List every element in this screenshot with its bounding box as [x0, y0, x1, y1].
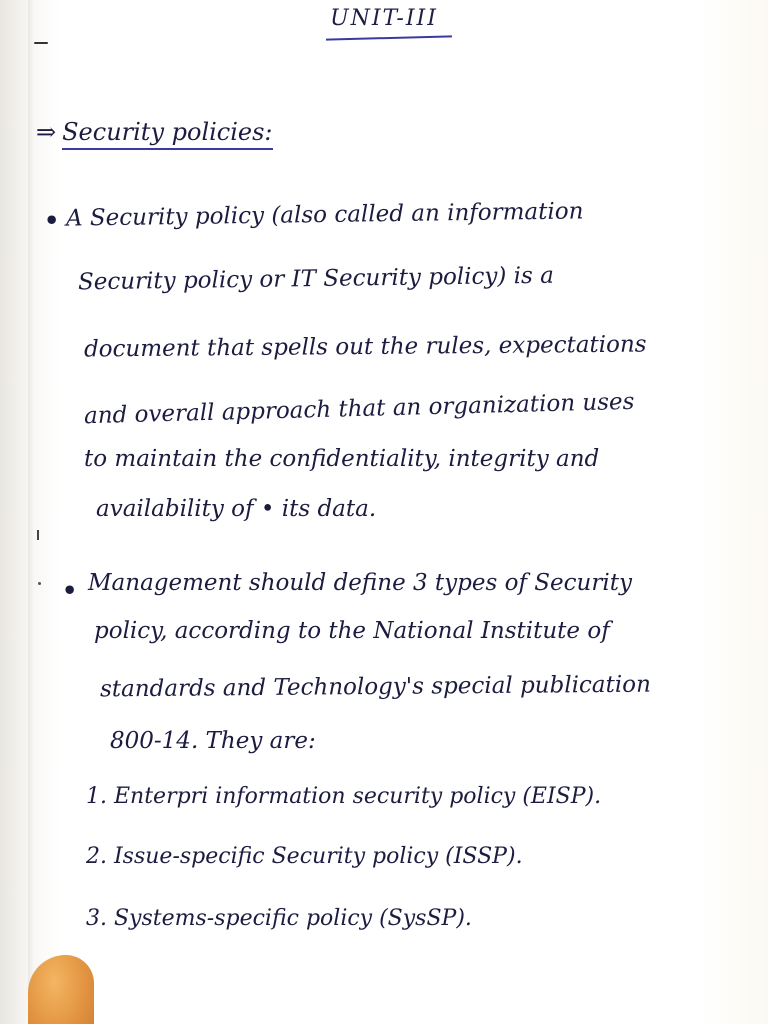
stray-pen-mark — [37, 530, 39, 540]
paragraph-line: 800-14. They are: — [110, 728, 316, 754]
paragraph-line: to maintain the confidentiality, integrity and — [84, 446, 600, 472]
bullet-icon: • — [62, 576, 78, 605]
policy-type-item: 3. Systems-specific policy (SysSP). — [86, 906, 472, 931]
title-underline — [326, 35, 452, 40]
stray-pen-mark — [38, 582, 41, 585]
arrow-icon: ⇒ — [36, 118, 57, 146]
page-title: UNIT-III — [330, 6, 438, 31]
paragraph-line: and overall approach that an organization uses — [83, 388, 635, 430]
section-heading — [36, 118, 273, 146]
paragraph-line: standards and Technology's special publication — [99, 671, 651, 703]
page-crease-shadow — [28, 0, 34, 1024]
policy-type-item: 2. Issue-specific Security policy (ISSP). — [86, 844, 523, 869]
paragraph-line: document that spells out the rules, expectations — [83, 331, 647, 363]
paragraph-line: A Security policy (also called an information — [65, 198, 584, 232]
paragraph-line: availability of • its data. — [96, 496, 377, 522]
paragraph-line: Security policy or IT Security policy) is a — [77, 262, 555, 296]
paragraph-line: policy, according to the National Institute of — [94, 618, 610, 644]
policy-type-item: 1. Enterpri information security policy (EISP). — [86, 784, 602, 809]
paragraph-line: Management should define 3 types of Security — [88, 570, 632, 596]
stray-pen-mark — [34, 42, 48, 44]
bullet-icon: • — [44, 206, 60, 235]
heading-text: Security policies: — [62, 118, 272, 150]
finger-photo-artifact — [28, 955, 94, 1024]
